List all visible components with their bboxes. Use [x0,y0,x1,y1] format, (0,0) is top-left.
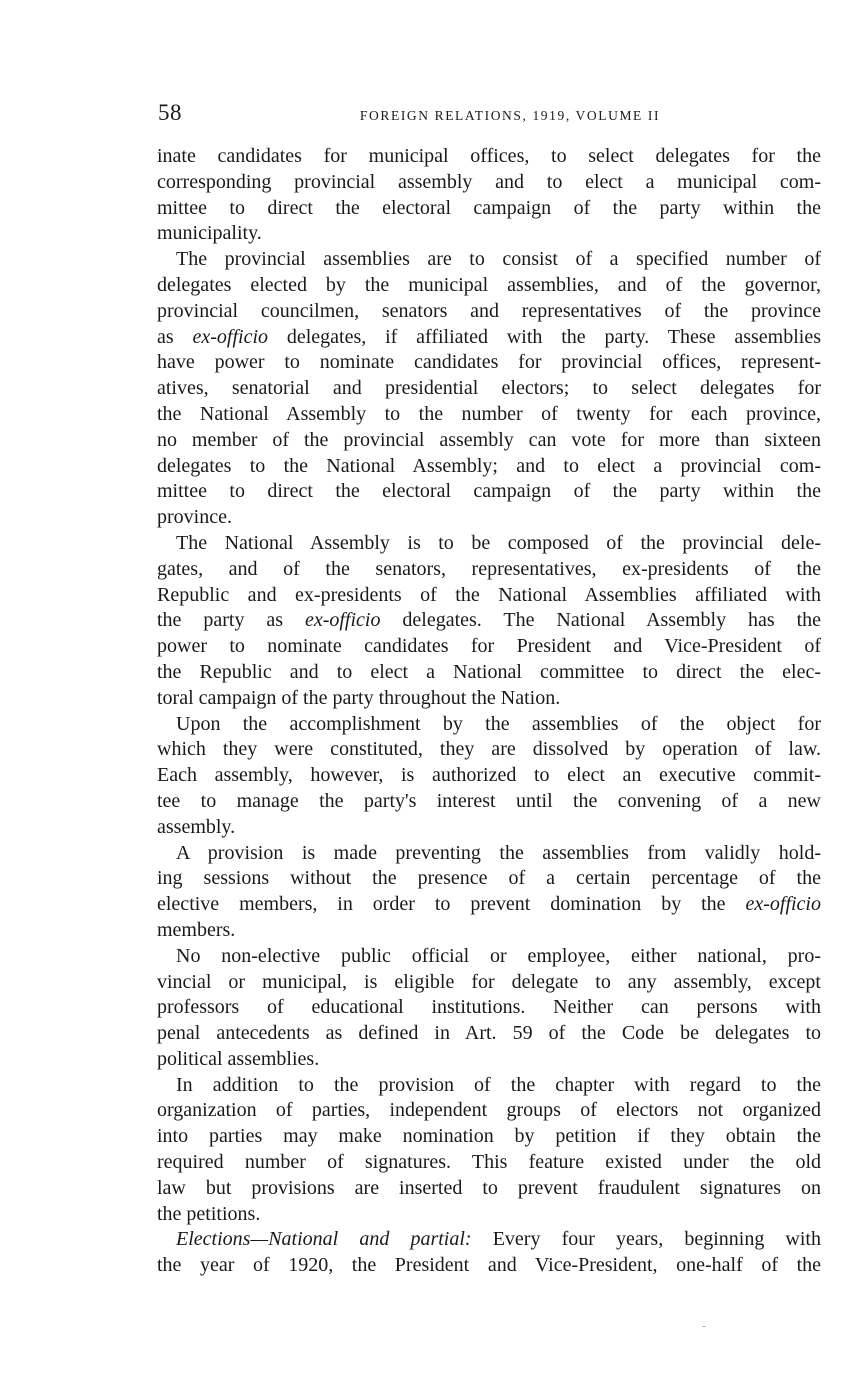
paragraph [157,841,821,944]
text-line: No non-elective public official or employee, either national, pro- [176,944,821,967]
page-number: 58 [158,100,182,125]
text-line [157,892,821,918]
paragraph [157,144,821,247]
text-line: A provision is made preventing the assemblies from validly hold- [176,841,821,864]
text-line: corresponding provincial assembly and to elect a municipal com- [157,170,821,193]
text-line: organization of parties, independent groups of electors not organized [157,1099,821,1122]
text-line: Upon the accomplishment by the assemblies of the object for [176,712,821,735]
text-line: delegates to the National Assembly; and to elect a provincial com- [157,454,821,477]
paragraph [157,531,821,712]
text-line: Republic and ex-presidents of the National Assemblies affiliated with [157,583,821,606]
text-line: delegates elected by the municipal assemblies, and of the governor, [157,273,821,296]
text-line: ing sessions without the presence of a certain percentage of the [157,867,821,890]
paragraph [157,944,821,1073]
text-line: mittee to direct the electoral campaign of the party within the [157,196,821,219]
text-line: have power to nominate candidates for provincial offices, represent- [157,351,821,374]
paragraph [157,712,821,841]
text-line: professors of educational institutions. Neither can persons with [157,996,821,1019]
paragraph [157,1227,821,1279]
text-line: provincial councilmen, senators and representatives of the province [157,299,821,322]
text-line: the Republic and to elect a National committee to direct the elec- [157,660,821,683]
text-line [157,608,821,634]
text-line: power to nominate candidates for President and Vice-President of [157,635,821,658]
text-line: which they were constituted, they are dissolved by operation of law. [157,738,821,761]
text-line: members. [157,918,236,941]
text-line: penal antecedents as defined in Art. 59 of the Code be delegates to [157,1022,821,1045]
text-line: the year of 1920, the President and Vice-President, one-half of the [157,1254,821,1277]
text-line: vincial or municipal, is eligible for delegate to any assembly, except [157,970,821,993]
text-line: atives, senatorial and presidential electors; to select delegates for [157,377,821,400]
text-line: the petitions. [157,1202,261,1225]
text-line: Each assembly, however, is authorized to elect an executive commit- [157,764,821,787]
paragraph [157,1073,821,1228]
text-line: municipality. [157,222,262,245]
text-line: inate candidates for municipal offices, to select delegates for the [157,145,821,167]
text-line: The National Assembly is to be composed of the provincial dele- [176,531,821,554]
text-segment: delegates. The National Assembly has the [380,609,821,632]
text-line: assembly. [157,815,236,838]
text-segment: delegates, if affiliated with the party. These assemblies [268,325,821,348]
text-line: In addition to the provision of the chapter with regard to the [176,1073,821,1096]
text-line: political assemblies. [157,1047,320,1070]
text-line [157,325,821,351]
text-line [157,1227,821,1253]
text-line: no member of the provincial assembly can vote for more than sixteen [157,428,821,451]
text-line: mittee to direct the electoral campaign of the party within the [157,480,821,503]
text-line: tee to manage the party's interest until the convening of a new [157,789,821,812]
italic-term: Elections—National and partial: [176,1228,472,1251]
italic-term: ex-officio [745,893,821,916]
text-segment: the party as [157,609,305,632]
text-segment: Every four years, beginning with [471,1228,821,1251]
italic-term: ex-officio [304,609,381,632]
text-line: gates, and of the senators, representatives, ex-presidents of the [157,557,821,580]
text-line: required number of signatures. This feature existed under the old [157,1151,821,1174]
text-line: toral campaign of the party throughout the Nation. [157,686,561,709]
scan-speck [702,1326,706,1327]
text-line: law but provisions are inserted to prevent fraudulent signatures on [157,1176,821,1199]
body-text [157,144,821,1279]
text-line: into parties may make nomination by petition if they obtain the [157,1125,821,1148]
page-header [158,100,822,134]
text-segment: elective members, in order to prevent domination by the [157,893,746,916]
text-line: province. [157,506,232,529]
italic-term: ex-officio [192,325,269,348]
paragraph [157,247,821,531]
text-line: The provincial assemblies are to consist of a specified number of [176,248,821,271]
running-head: FOREIGN RELATIONS, 1919, VOLUME II [359,108,661,123]
text-line: the National Assembly to the number of twenty for each province, [157,402,821,425]
text-segment: as [157,325,193,348]
